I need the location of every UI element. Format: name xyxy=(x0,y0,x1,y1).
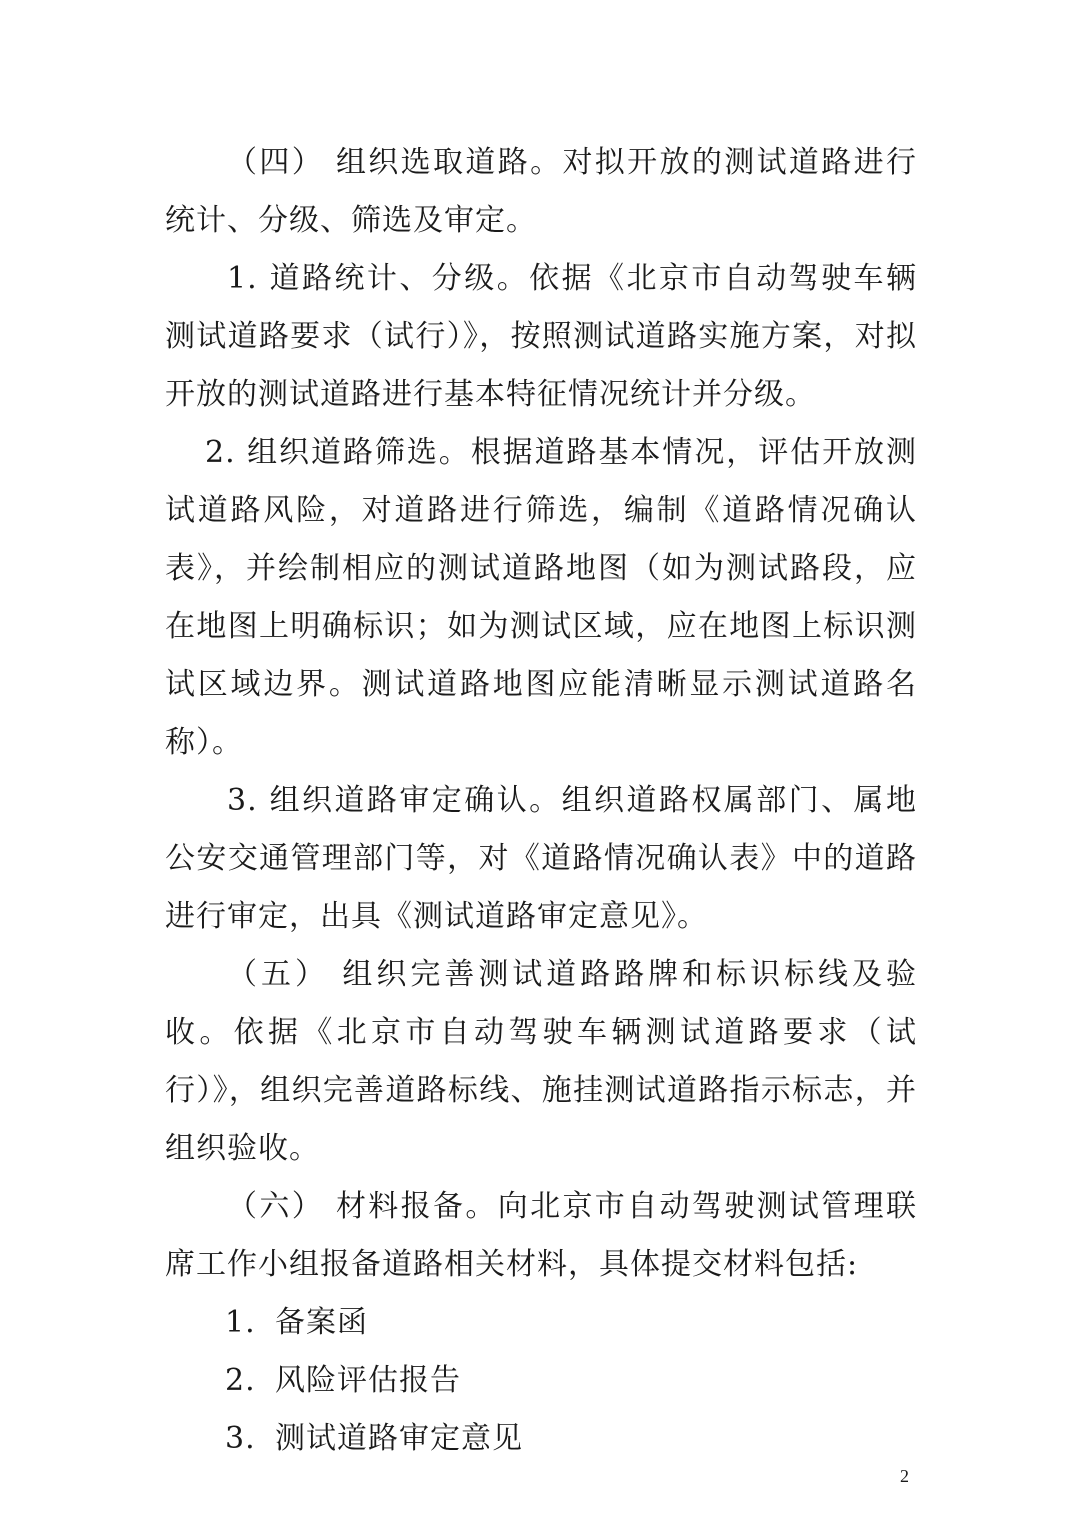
road-screening-paragraph: 2. 组织道路筛选。根据道路基本情况，评估开放测试道路风险，对道路进行筛选，编制《道路情况确认表》，并绘制相应的测试道路地图（如为测试路段，应在地图上明确标识；如为测试区域，应在地图上标识测试区域边界。测试道路地图应能清晰显示测试道路名称）。 xyxy=(165,435,917,760)
page-number: 2 xyxy=(900,1466,909,1486)
list-item xyxy=(165,1294,917,1352)
section-four-paragraph: （四） 组织选取道路。对拟开放的测试道路进行统计、分级、筛选及审定。 xyxy=(165,145,917,238)
section-six-paragraph: （六） 材料报备。向北京市自动驾驶测试管理联席工作小组报备道路相关材料，具体提交材料包括: xyxy=(165,1189,917,1282)
list-item-text: 备案函 xyxy=(275,1305,368,1340)
list-item xyxy=(165,1352,917,1410)
list-item xyxy=(165,1410,917,1468)
section-five-paragraph: （五） 组织完善测试道路路牌和标识标线及验收。依据《北京市自动驾驶车辆测试道路要求（试行）》，组织完善道路标线、施挂测试道路指示标志，并组织验收。 xyxy=(165,957,917,1166)
list-item-number: 3. xyxy=(225,1421,256,1456)
document-body xyxy=(165,134,917,1468)
list-item-number: 2. xyxy=(225,1363,256,1398)
road-statistics-paragraph: 1. 道路统计、分级。依据《北京市自动驾驶车辆测试道路要求（试行）》，按照测试道路实施方案，对拟开放的测试道路进行基本特征情况统计并分级。 xyxy=(165,261,917,412)
road-approval-paragraph: 3. 组织道路审定确认。组织道路权属部门、属地公安交通管理部门等，对《道路情况确认表》中的道路进行审定，出具《测试道路审定意见》。 xyxy=(165,783,917,934)
list-item-text: 测试道路审定意见 xyxy=(275,1421,523,1456)
list-item-text: 风险评估报告 xyxy=(275,1363,461,1398)
list-item-number: 1. xyxy=(225,1305,256,1340)
